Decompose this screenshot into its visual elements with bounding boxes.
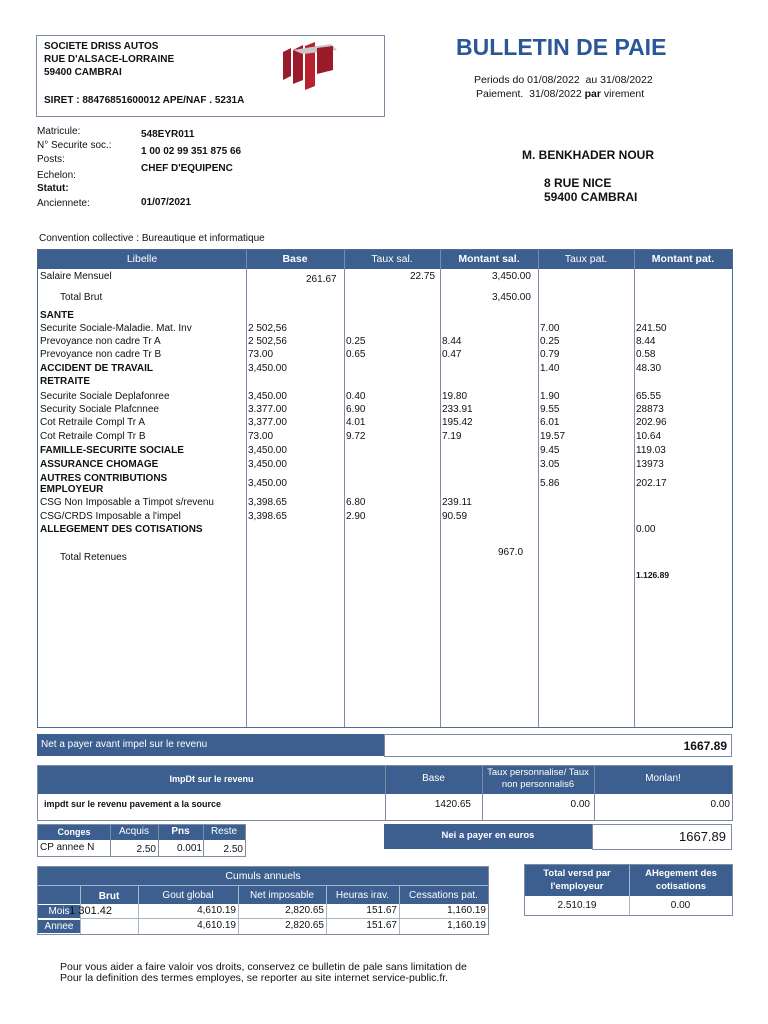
secu-value: 1 00 02 99 351 875 66 bbox=[141, 146, 242, 157]
period-label: Periods do bbox=[474, 74, 525, 86]
total-retenues-sal: 967.0 bbox=[498, 547, 524, 558]
row-base: 3,398.65 bbox=[248, 511, 287, 522]
payment-line bbox=[476, 88, 644, 100]
row-base: 3,450.00 bbox=[248, 459, 287, 470]
row-label: RETRAITE bbox=[40, 376, 90, 387]
net-euros-value: 1667.89 bbox=[679, 829, 726, 844]
statut-label: Statut: bbox=[37, 183, 69, 194]
cumuls-header-brut: Brut bbox=[98, 891, 120, 902]
row-taux-pat: 3.05 bbox=[540, 459, 560, 470]
row-label: AUTRES CONTRIBUTIONS bbox=[40, 473, 168, 484]
row-montant-pat: 241.50 bbox=[636, 323, 667, 334]
footer-line-1: Pour vous aider a faire valoir vos droits, conservez ce bulletin de pale sans limitation de bbox=[60, 961, 467, 973]
row-base: 3,377.00 bbox=[248, 417, 287, 428]
cumuls-title: Cumuls annuels bbox=[225, 870, 301, 882]
row-label-continued: EMPLOYEUR bbox=[40, 484, 104, 495]
net-avant-impot-label-box bbox=[37, 734, 384, 756]
header-base: Base bbox=[282, 253, 308, 265]
row-montant-sal: 3,450.00 bbox=[492, 292, 531, 303]
row-taux-sal: 6.80 bbox=[346, 497, 366, 508]
cumuls-cell: 2,820.65 bbox=[285, 920, 324, 931]
row-base: 3,450.00 bbox=[248, 391, 287, 402]
impot-header-montant: Monlan! bbox=[594, 773, 732, 784]
poste-value: CHEF D'EQUIPENC bbox=[141, 163, 233, 174]
row-montant-pat: 13973 bbox=[636, 459, 664, 470]
company-box bbox=[36, 35, 385, 117]
cumuls-cell: 1,160.19 bbox=[447, 905, 486, 916]
company-name: SOCIETE DRISS AUTOS bbox=[44, 41, 159, 52]
cumuls-cell: 1 301.42 bbox=[69, 905, 112, 917]
row-montant-sal: 195.42 bbox=[442, 417, 473, 428]
conges-header-acquis: Acquis bbox=[110, 826, 158, 837]
convention: Convention collective : Bureautique et informatique bbox=[39, 233, 265, 244]
row-taux-sal: 9.72 bbox=[346, 431, 366, 442]
row-taux-sal: 0.25 bbox=[346, 336, 366, 347]
net-euros-label: Nei a payer en euros bbox=[441, 830, 535, 841]
row-taux-pat: 7.00 bbox=[540, 323, 560, 334]
row-taux-sal: 22.75 bbox=[410, 271, 436, 282]
net-avant-impot-label: Net a payer avant impel sur le revenu bbox=[41, 739, 208, 750]
row-base: 3.377.00 bbox=[248, 404, 287, 415]
anciennete-label: Anciennete: bbox=[37, 198, 90, 209]
employee-info bbox=[37, 126, 297, 216]
row-taux-pat: 9.55 bbox=[540, 404, 560, 415]
row-label: Total Brut bbox=[60, 292, 103, 303]
row-montant-sal: 239.11 bbox=[442, 497, 472, 508]
row-montant-pat: 65.55 bbox=[636, 391, 662, 402]
conges-row-pris: 0.001 bbox=[176, 843, 202, 854]
impot-row-base: 1420.65 bbox=[434, 799, 471, 810]
row-label: Cot Retraile Compl Tr A bbox=[40, 417, 146, 428]
cumuls-cell: 4,610.19 bbox=[197, 905, 236, 916]
row-montant-sal: 19.80 bbox=[442, 391, 468, 402]
impot-row-montant: 0.00 bbox=[710, 799, 730, 810]
secu-label: N° Securite soc.: bbox=[37, 140, 112, 151]
cumuls-row-annee-label: Annee bbox=[38, 920, 80, 933]
row-label: Securite Sociale Deplafonree bbox=[40, 391, 170, 402]
cumuls-cell: 2,820.65 bbox=[285, 905, 324, 916]
employee-city: 59400 CAMBRAI bbox=[544, 190, 638, 204]
impot-table bbox=[37, 765, 733, 821]
cumuls-cell: 151.67 bbox=[366, 905, 397, 916]
row-base: 3,450.00 bbox=[248, 478, 287, 489]
conges-table bbox=[37, 824, 246, 857]
row-montant-pat: 0.58 bbox=[636, 349, 656, 360]
row-montant-pat: 10.64 bbox=[636, 431, 662, 442]
row-montant-pat: 48.30 bbox=[636, 363, 662, 374]
row-montant-pat: 119.03 bbox=[636, 445, 666, 456]
row-montant-pat: 202.17 bbox=[636, 478, 667, 489]
header-montant-pat: Montant pat. bbox=[651, 253, 715, 265]
employer-box bbox=[524, 864, 733, 916]
row-label: SANTE bbox=[40, 310, 74, 321]
row-label: Securite Sociale-Maladie. Mat. Inv bbox=[40, 323, 192, 334]
row-montant-pat: 202.96 bbox=[636, 417, 667, 428]
matricule-value: 548EYR011 bbox=[141, 129, 195, 140]
row-label: CSG/CRDS Imposable a l'impel bbox=[40, 511, 181, 522]
header-libelle: Libelle bbox=[126, 253, 158, 265]
row-label: Prevoyance non cadre Tr B bbox=[40, 349, 162, 360]
header-taux-sal: Taux sal. bbox=[371, 253, 413, 265]
company-street: RUE D'ALSACE-LORRAINE bbox=[44, 54, 175, 65]
net-avant-impot-value: 1667.89 bbox=[683, 739, 727, 753]
cumuls-cell: 1,160.19 bbox=[447, 920, 486, 931]
period-line bbox=[474, 74, 653, 86]
period-to-label: au bbox=[585, 74, 598, 86]
cumuls-table bbox=[37, 866, 489, 935]
row-base: 3,398.65 bbox=[248, 497, 287, 508]
row-taux-pat: 9.45 bbox=[540, 445, 560, 456]
conges-header-reste: Reste bbox=[203, 826, 245, 837]
row-label: Prevoyance non cadre Tr A bbox=[40, 336, 161, 347]
cumuls-row-mois-label: Mois bbox=[38, 905, 80, 918]
conges-header-pris: Pns bbox=[158, 826, 203, 837]
employer-allegement-header: AHegement des cotisations bbox=[645, 868, 717, 892]
cumuls-cell: 151.67 bbox=[366, 920, 397, 931]
row-montant-sal: 7.19 bbox=[442, 431, 462, 442]
row-label: ACCIDENT DE TRAVAIL bbox=[40, 363, 153, 374]
row-base: 3,450.00 bbox=[248, 363, 287, 374]
conges-header-label: Conges bbox=[38, 827, 110, 837]
period-from: 01/08/2022 bbox=[527, 74, 580, 86]
impot-row-taux: 0.00 bbox=[570, 799, 590, 810]
row-taux-pat: 1.90 bbox=[540, 391, 560, 402]
row-montant-sal: 8.44 bbox=[442, 336, 462, 347]
payment-date: 31/08/2022 bbox=[529, 88, 582, 100]
row-taux-pat: 19.57 bbox=[540, 431, 566, 442]
impot-row-label: impdt sur le revenu pavement a la source bbox=[44, 799, 222, 809]
payment-mode: virement bbox=[603, 88, 645, 100]
total-retenues-label: Total Retenues bbox=[60, 552, 127, 563]
row-label: FAMILLE-SECURITE SOCIALE bbox=[40, 445, 184, 456]
row-montant-sal: 233.91 bbox=[442, 404, 473, 415]
conges-row-label: CP annee N bbox=[40, 842, 95, 853]
cumuls-cell: 4,610.19 bbox=[197, 920, 236, 931]
period-to: 31/08/2022 bbox=[600, 74, 653, 86]
payslip-table bbox=[37, 249, 733, 728]
poste-label: Posts: bbox=[37, 154, 65, 165]
net-euros-value-box bbox=[592, 824, 732, 850]
anciennete-value: 01/07/2021 bbox=[141, 197, 192, 208]
row-taux-sal: 6.90 bbox=[346, 404, 366, 415]
row-label: Salaire Mensuel bbox=[40, 271, 112, 282]
matricule-label: Matricule: bbox=[37, 126, 81, 137]
row-base: 2 502,56 bbox=[248, 323, 287, 334]
cumuls-header-cout: Gout global bbox=[162, 890, 214, 901]
header-taux-pat: Taux pat. bbox=[564, 253, 608, 265]
header-montant-sal: Montant sal. bbox=[458, 253, 520, 265]
row-base: 2 502,56 bbox=[248, 336, 287, 347]
row-montant-sal: 0.47 bbox=[442, 349, 462, 360]
employee-street: 8 RUE NICE bbox=[544, 176, 612, 190]
row-taux-pat: 5.86 bbox=[540, 478, 560, 489]
row-label: CSG Non Imposable a Timpot s/revenu bbox=[40, 497, 214, 508]
net-euros-label-box bbox=[384, 824, 592, 849]
row-montant-sal: 90.59 bbox=[442, 511, 468, 522]
row-montant-pat: 0.00 bbox=[636, 524, 656, 535]
row-base: 261.67 bbox=[306, 274, 337, 285]
row-label: Cot Retraile Compl Tr B bbox=[40, 431, 146, 442]
row-base: 3,450.00 bbox=[248, 445, 287, 456]
total-retenues-pat: 1.126.89 bbox=[636, 570, 670, 580]
row-montant-sal: 3,450.00 bbox=[492, 271, 531, 282]
cumuls-header-heures: Heuras irav. bbox=[335, 890, 390, 901]
payment-par: par bbox=[584, 88, 601, 100]
row-taux-sal: 0.40 bbox=[346, 391, 366, 402]
employer-allegement-value: 0.00 bbox=[670, 900, 691, 911]
row-taux-pat: 0.25 bbox=[540, 336, 560, 347]
company-siret: SIRET : 88476851600012 APE/NAF . 5231A bbox=[44, 95, 245, 106]
employer-total-value: 2.510.19 bbox=[557, 900, 597, 911]
row-taux-sal: 4.01 bbox=[346, 417, 366, 428]
row-base: 73.00 bbox=[248, 431, 274, 442]
page-title: BULLETIN DE PAIE bbox=[456, 34, 667, 60]
row-label: ALLEGEMENT DES COTISATIONS bbox=[40, 524, 203, 535]
row-montant-pat: 8.44 bbox=[636, 336, 656, 347]
row-taux-pat: 1.40 bbox=[540, 363, 560, 374]
company-logo-icon bbox=[281, 40, 339, 90]
row-base: 73.00 bbox=[248, 349, 274, 360]
payment-label: Paiement. bbox=[476, 88, 524, 100]
row-taux-pat: 0.79 bbox=[540, 349, 560, 360]
company-city: 59400 CAMBRAI bbox=[44, 67, 122, 78]
conges-row-reste: 2.50 bbox=[223, 844, 243, 855]
row-taux-sal: 0.65 bbox=[346, 349, 366, 360]
row-taux-pat: 6.01 bbox=[540, 417, 560, 428]
row-montant-pat: 28873 bbox=[636, 404, 664, 415]
impot-header-taux: Taux personnalise/ Taux non personnalis6 bbox=[482, 767, 594, 791]
echelon-label: Echelon: bbox=[37, 170, 76, 181]
footer-line-2: Pour la definition des termes employes, se reporter au site internet service-public.fr. bbox=[60, 972, 449, 984]
net-avant-impot-value-box bbox=[384, 734, 732, 757]
impot-header-base: Base bbox=[385, 773, 482, 784]
row-taux-sal: 2.90 bbox=[346, 511, 366, 522]
row-label: Security Sociale Plafcnnee bbox=[40, 404, 159, 415]
employee-name: M. BENKHADER NOUR bbox=[522, 148, 654, 162]
cumuls-header-net: Net imposable bbox=[250, 890, 314, 901]
cumuls-header-cessations: Cessations pat. bbox=[409, 890, 478, 901]
conges-row-acquis: 2.50 bbox=[136, 844, 156, 855]
employer-total-header: Total versd par l'employeur bbox=[543, 868, 611, 892]
impot-header-label: ImpDt sur le revenu bbox=[38, 774, 385, 784]
row-label: ASSURANCE CHOMAGE bbox=[40, 459, 159, 470]
